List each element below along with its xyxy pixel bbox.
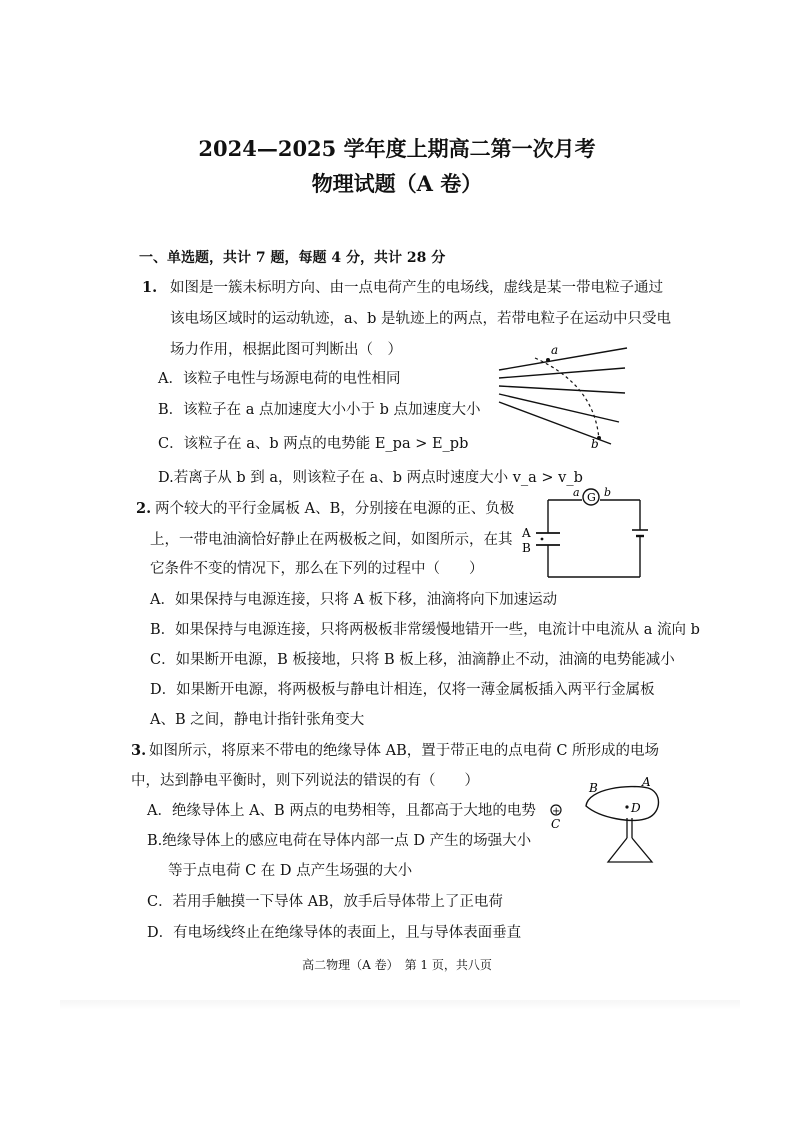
galvanometer-label: G <box>587 491 596 504</box>
point-d-label: D <box>631 801 641 815</box>
q2-option-d: D．如果断开电源，将两极板与静电计相连，仅将一薄金属板插入两平行金属板 <box>150 682 655 698</box>
stand-base <box>608 838 652 862</box>
q1-option-d: D.若离子从 b 到 a，则该粒子在 a、b 两点时速度大小 v_a > v_b <box>158 470 583 486</box>
plate-b-label: B <box>522 541 531 555</box>
point-a-label: a <box>551 343 559 357</box>
q3-stem-line: 中，达到静电平衡时，则下列说法的错误的有（ ） <box>131 773 479 789</box>
q1-field-line-figure <box>495 340 635 455</box>
section-heading: 一、单选题，共计 7 题，每题 4 分，共计 28 分 <box>139 250 446 266</box>
q2-stem-line: 两个较大的平行金属板 A、B，分别接在电源的正、负极 <box>155 501 515 517</box>
q2-stem-line: 上，一带电油滴恰好静止在两极板之间，如图所示，在其 <box>150 532 513 548</box>
q3-option-a: A．绝缘导体上 A、B 两点的电势相等，且都高于大地的电势 <box>147 803 536 819</box>
q1-option-b: B．该粒子在 a 点加速度大小小于 b 点加速度大小 <box>158 402 481 418</box>
page-footer: 高二物理（A 卷） 第 1 页，共八页 <box>302 958 492 972</box>
q1-option-a: A．该粒子电性与场源电荷的电性相同 <box>158 371 401 387</box>
q2-option-c: C．如果断开电源，B 板接地，只将 B 板上移，油滴静止不动，油滴的电势能减小 <box>150 652 675 668</box>
q1-number: 1. <box>142 279 158 296</box>
q1-stem-line: 如图是一簇未标明方向、由一点电荷产生的电场线，虚线是某一带电粒子通过 <box>170 280 663 296</box>
terminal-b-label: b <box>604 486 612 499</box>
q3-option-b-continued: 等于点电荷 C 在 D 点产生场强的大小 <box>168 863 413 879</box>
field-line <box>499 386 625 393</box>
charge-c-label: C <box>551 817 561 831</box>
q2-number: 2. <box>136 500 152 517</box>
field-line <box>499 394 619 422</box>
point-b-label: b <box>591 437 599 451</box>
plate-a-label: A <box>522 526 531 540</box>
point-a-label: A <box>642 775 651 789</box>
q2-circuit-figure <box>518 485 658 585</box>
q3-option-d: D．有电场线终止在绝缘导体的表面上，且与导体表面垂直 <box>147 925 522 941</box>
oil-drop-dot <box>541 538 544 541</box>
q3-conductor-figure <box>540 772 670 870</box>
point-b-label: B <box>589 781 598 795</box>
q3-number: 3. <box>131 742 147 759</box>
q1-stem-line: 该电场区域时的运动轨迹，a、b 是轨迹上的两点，若带电粒子在运动中只受电 <box>170 311 672 327</box>
q2-option-b: B．如果保持与电源连接，只将两极板非常缓慢地错开一些，电流计中电流从 a 流向 b <box>150 622 700 638</box>
terminal-a-label: a <box>573 486 580 499</box>
q1-stem-line: 场力作用，根据此图可判断出（ ） <box>170 342 402 358</box>
field-line <box>499 348 627 370</box>
q2-stem-line: 它条件不变的情况下，那么在下列的过程中（ ） <box>150 561 484 577</box>
q1-option-c: C．该粒子在 a、b 两点的电势能 E_pa > E_pb <box>158 436 469 452</box>
positive-sign: + <box>552 806 561 817</box>
q3-option-b: B.绝缘导体上的感应电荷在导体内部一点 D 产生的场强大小 <box>147 833 532 849</box>
exam-subtitle: 物理试题（A 卷） <box>311 171 483 196</box>
q2-option-a: A．如果保持与电源连接，只将 A 板下移，油滴将向下加速运动 <box>150 592 558 608</box>
page-edge-shadow <box>60 1000 740 1010</box>
point-d-dot <box>625 805 628 808</box>
exam-title: 2024—2025 学年度上期高二第一次月考 <box>198 136 596 161</box>
q3-stem-line: 如图所示，将原来不带电的绝缘导体 AB，置于带正电的点电荷 C 所形成的电场 <box>149 743 660 759</box>
q3-option-c: C．若用手触摸一下导体 AB，放手后导体带上了正电荷 <box>147 894 503 910</box>
point-a-dot <box>546 358 550 362</box>
q2-option-d-continued: A、B 之间，静电计指针张角变大 <box>150 712 365 728</box>
